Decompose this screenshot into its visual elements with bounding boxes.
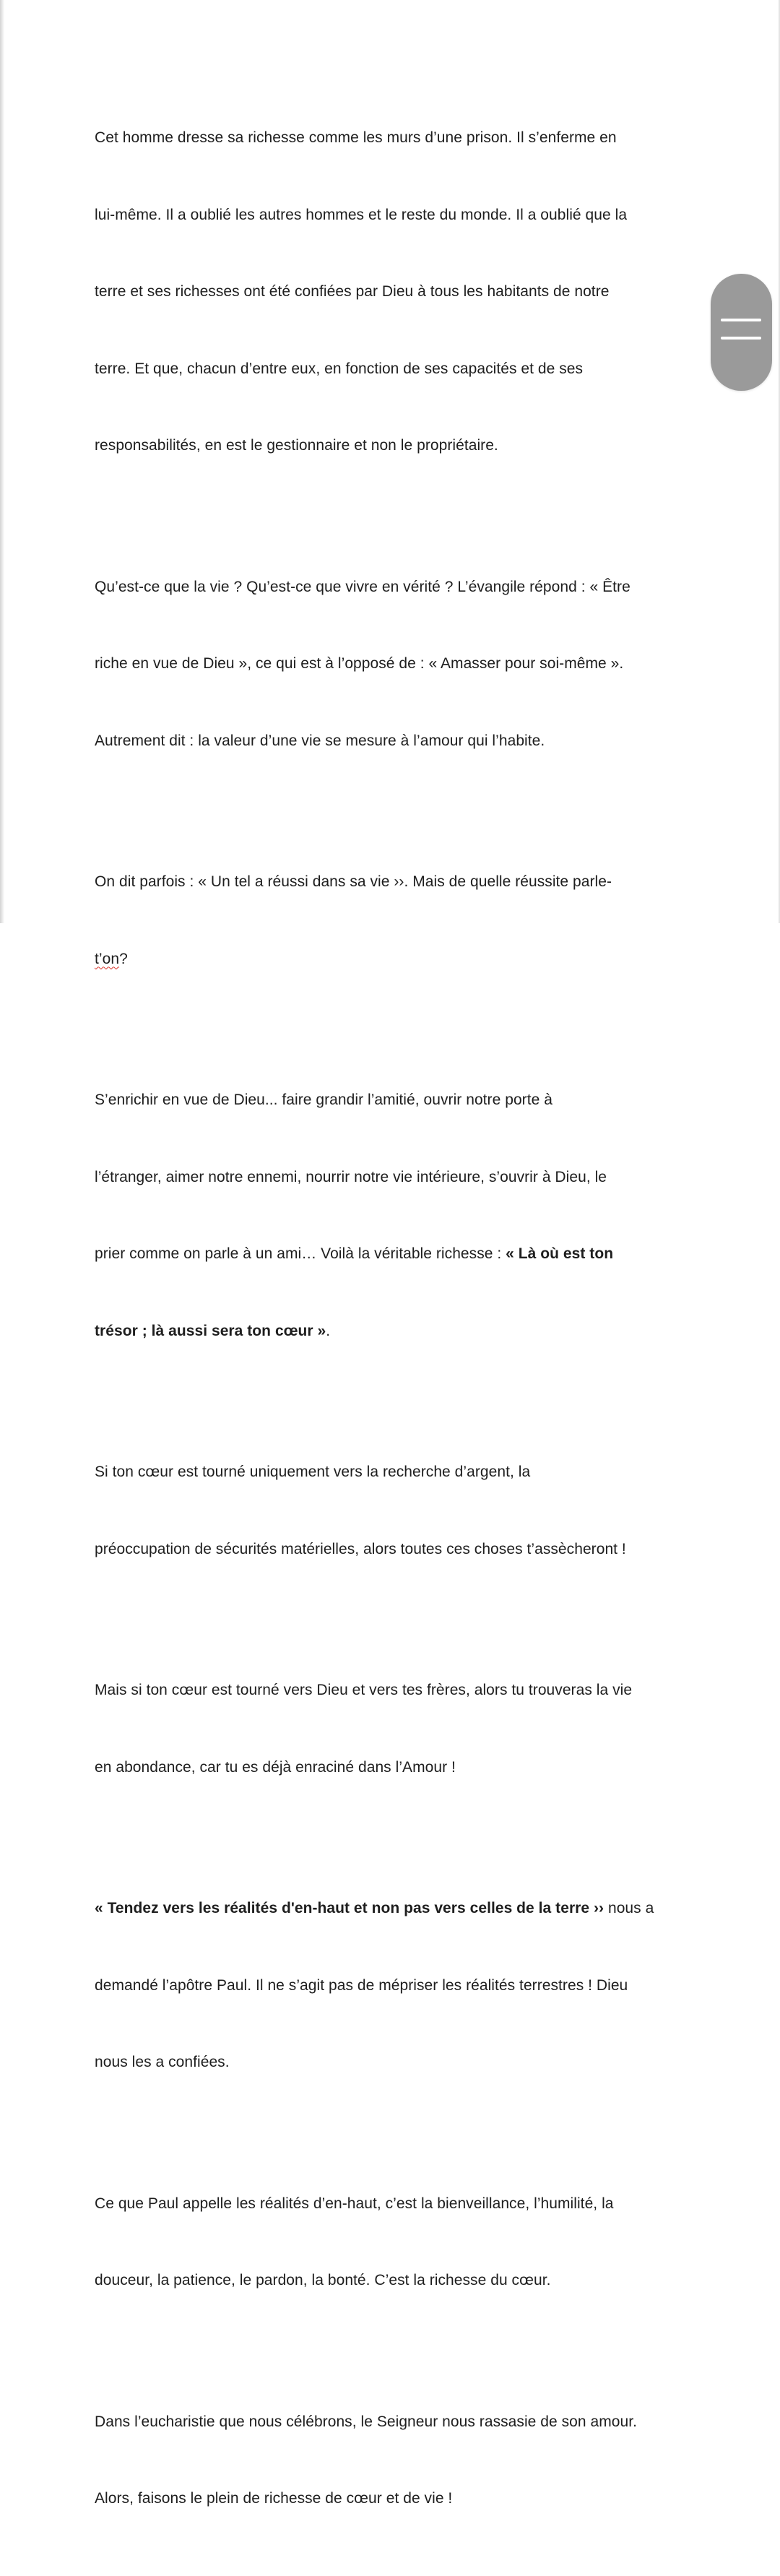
- grip-line: [721, 337, 761, 340]
- text-line: demandé l’apôtre Paul. Il ne s’agit pas de mépriser les réalités terrestres ! Dieu: [95, 1976, 628, 1994]
- text-line: responsabilités, en est le gestionnaire et non le propriétaire.: [95, 437, 498, 454]
- paragraph-5: [95, 1408, 694, 1613]
- spellcheck-underlined-word[interactable]: t’on: [95, 950, 120, 967]
- text-line: douceur, la patience, le pardon, la bonté. C’est la richesse du cœur.: [95, 2272, 551, 2288]
- text-line: On dit parfois : « Un tel a réussi dans sa vie ››. Mais de quelle réussite parle-: [95, 873, 612, 890]
- paragraph-3: [95, 818, 694, 1023]
- text-line: Alors, faisons le plein de richesse de cœur et de vie !: [95, 2490, 453, 2507]
- text-fragment: ?: [119, 950, 128, 967]
- document-page[interactable]: [95, 74, 694, 2576]
- text-line: [95, 1241, 694, 1267]
- grip-line: [721, 319, 761, 321]
- text-line: en abondance, car tu es déjà enraciné dans l’Amour !: [95, 1758, 456, 1776]
- text-fragment: .: [326, 1322, 331, 1339]
- text-line: [95, 946, 694, 972]
- text-line: [95, 1318, 694, 1344]
- text-line: préoccupation de sécurités matérielles, alors toutes ces choses t’assècheront !: [95, 1540, 626, 1557]
- paragraph-4: [95, 1036, 694, 1395]
- page-shadow-left: [0, 0, 4, 923]
- text-line: l’étranger, aimer notre ennemi, nourrir notre vie intérieure, s’ouvrir à Dieu, le: [95, 1168, 607, 1185]
- text-line: S’enrichir en vue de Dieu... faire grandir l’amitié, ouvrir notre porte à: [95, 1092, 552, 1108]
- text-line: Ce que Paul appelle les réalités d’en-haut, c’est la bienveillance, l’humilité, la: [95, 2195, 614, 2212]
- scroll-drag-handle[interactable]: [711, 274, 772, 391]
- bold-quote: « Là où est ton: [506, 1245, 614, 1262]
- text-fragment: prier comme on parle à un ami… Voilà la véritable richesse :: [95, 1245, 506, 1262]
- bold-quote: trésor ; là aussi sera ton cœur »: [95, 1322, 326, 1339]
- text-line: Cet homme dresse sa richesse comme les murs d’une prison. Il s’enferme en: [95, 129, 617, 146]
- text-line: Qu’est-ce que la vie ? Qu’est-ce que vivre en vérité ? L’évangile répond : « Être: [95, 578, 630, 595]
- paragraph-6: [95, 1626, 694, 1831]
- bold-quote: « Tendez vers les réalités d'en-haut et non pas vers celles de la terre ››: [95, 1900, 604, 1916]
- paragraph-8: [95, 2140, 694, 2345]
- text-line: terre. Et que, chacun d’entre eux, en fonction de ses capacités et de ses: [95, 360, 584, 377]
- text-line: terre et ses richesses ont été confiées par Dieu à tous les habitants de notre: [95, 283, 610, 300]
- text-line: riche en vue de Dieu », ce qui est à l’opposé de : « Amasser pour soi-même ».: [95, 655, 624, 672]
- text-line: Si ton cœur est tourné uniquement vers la recherche d’argent, la: [95, 1464, 531, 1480]
- text-line: Dans l’eucharistie que nous célébrons, le Seigneur nous rassasie de son amour.: [95, 2413, 638, 2430]
- paragraph-2: [95, 523, 694, 805]
- paragraph-9: [95, 2358, 694, 2563]
- paragraph-7: [95, 1844, 694, 2127]
- paragraph-1: [95, 74, 694, 510]
- text-line: [95, 1896, 694, 1922]
- text-line: Mais si ton cœur est tourné vers Dieu et vers tes frères, alors tu trouveras la vie: [95, 1682, 633, 1698]
- text-fragment: nous a: [604, 1900, 654, 1916]
- text-line: nous les a confiées.: [95, 2054, 230, 2070]
- text-line: Autrement dit : la valeur d’une vie se mesure à l’amour qui l’habite.: [95, 732, 545, 749]
- text-line: lui-même. Il a oublié les autres hommes et le reste du monde. Il a oublié que la: [95, 206, 628, 223]
